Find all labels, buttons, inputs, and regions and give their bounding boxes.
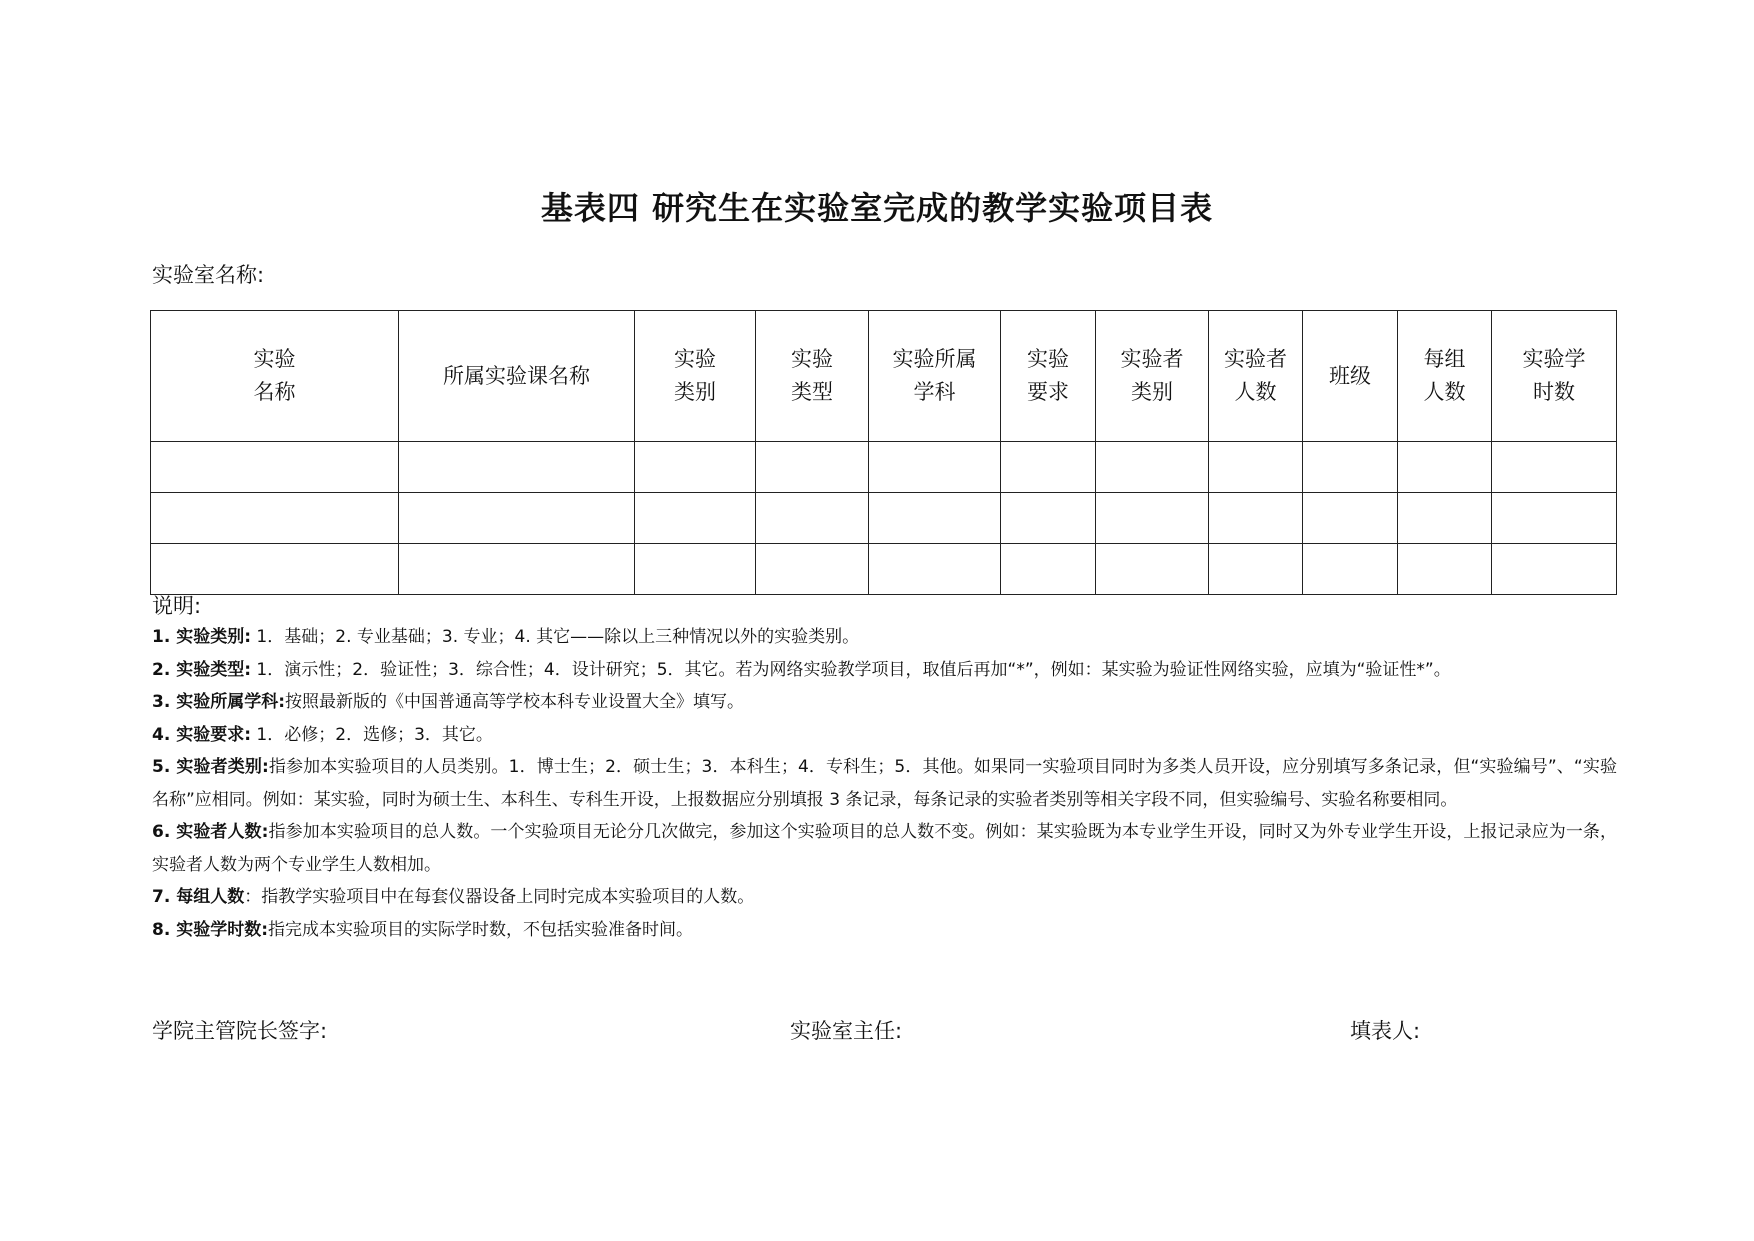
column-header-label: 所属实验课名称 xyxy=(443,363,590,388)
table-cell[interactable] xyxy=(1209,544,1303,595)
filler-signature-label: 填表人: xyxy=(1350,1019,1421,1043)
table-cell[interactable] xyxy=(1303,442,1398,493)
table-row xyxy=(151,544,1617,595)
column-header xyxy=(1096,311,1209,442)
column-header-label: 班级 xyxy=(1329,363,1371,388)
table-cell[interactable] xyxy=(635,493,756,544)
note-item xyxy=(152,621,1617,654)
table-cell[interactable] xyxy=(399,493,635,544)
notes-title: 说明: xyxy=(152,594,202,618)
page-title: 基表四 研究生在实验室完成的教学实验项目表 xyxy=(540,189,1214,227)
table-cell[interactable] xyxy=(399,544,635,595)
column-header-label: 实验者 类别 xyxy=(1120,347,1184,404)
note-item xyxy=(152,654,1617,687)
column-header xyxy=(1209,311,1303,442)
note-item xyxy=(152,881,1617,914)
column-header xyxy=(1001,311,1096,442)
table-cell[interactable] xyxy=(399,442,635,493)
table-cell[interactable] xyxy=(1001,442,1096,493)
note-term: 每组人数 xyxy=(176,887,245,907)
column-header xyxy=(151,311,399,442)
table-cell[interactable] xyxy=(1303,544,1398,595)
column-header-label: 实验 类别 xyxy=(674,347,716,404)
note-text: 1．基础；2. 专业基础；3. 专业；4. 其它——除以上三种情况以外的实验类别。 xyxy=(251,627,860,647)
table-cell[interactable] xyxy=(1209,493,1303,544)
table-row xyxy=(151,493,1617,544)
column-header xyxy=(399,311,635,442)
table-cell[interactable] xyxy=(1001,493,1096,544)
table-cell[interactable] xyxy=(756,493,869,544)
dean-signature-label: 学院主管院长签字: xyxy=(152,1019,328,1043)
column-header xyxy=(1303,311,1398,442)
note-term: 实验所属学科: xyxy=(176,692,286,712)
note-number: 7. xyxy=(152,887,177,907)
note-text: 指参加本实验项目的总人数。一个实验项目无论分几次做完，参加这个实验项目的总人数不变。例如：某实验既为本专业学生开设，同时又为外专业学生开设，上报记录应为一条，实验者人数为两个专业学生人数相加。 xyxy=(152,822,1617,875)
table-cell[interactable] xyxy=(635,442,756,493)
table-cell[interactable] xyxy=(1492,493,1617,544)
note-text: 1．演示性；2．验证性；3．综合性；4．设计研究；5．其它。若为网络实验教学项目，取值后再加“*”，例如：某实验为验证性网络实验，应填为“验证性*”。 xyxy=(251,659,1451,680)
note-term: 实验者类别: xyxy=(176,757,269,777)
table-cell[interactable] xyxy=(869,442,1001,493)
note-number: 6. xyxy=(152,822,177,842)
note-text: 指完成本实验项目的实际学时数，不包括实验准备时间。 xyxy=(268,919,694,940)
lab-name-label: 实验室名称: xyxy=(152,263,265,287)
table-cell[interactable] xyxy=(1096,493,1209,544)
table-cell[interactable] xyxy=(1096,544,1209,595)
note-item xyxy=(152,914,1617,947)
note-term: 实验类别: xyxy=(176,627,252,647)
table-cell[interactable] xyxy=(756,544,869,595)
table-cell[interactable] xyxy=(1492,544,1617,595)
note-number: 2. xyxy=(152,659,177,680)
table-cell[interactable] xyxy=(1492,442,1617,493)
note-text: ：指教学实验项目中在每套仪器设备上同时完成本实验项目的人数。 xyxy=(244,887,755,907)
column-header xyxy=(1492,311,1617,442)
column-header-label: 实验者 人数 xyxy=(1224,347,1287,404)
table-cell[interactable] xyxy=(1398,442,1492,493)
note-number: 3. xyxy=(152,692,177,712)
note-text: 1．必修；2．选修；3．其它。 xyxy=(251,724,493,745)
column-header-label: 每组 人数 xyxy=(1423,347,1466,404)
note-term: 实验要求: xyxy=(176,724,252,745)
table-cell[interactable] xyxy=(1001,544,1096,595)
director-signature-label: 实验室主任: xyxy=(790,1019,903,1043)
column-header xyxy=(635,311,756,442)
note-text: 指参加本实验项目的人员类别。1．博士生；2．硕士生；3．本科生；4．专科生；5．其他。如果同一实验项目同时为多类人员开设，应分别填写多条记录，但“实验编号”、“实验名称”应相同。例如：某实验，同时为硕士生、本科生、专科生开设，上报数据应分别填报 3 条记录，每条记录的实验者类别等相关字段不同，但实验编号、实验名称要相同。 xyxy=(152,757,1617,810)
table-cell[interactable] xyxy=(1303,493,1398,544)
note-number: 1. xyxy=(152,627,177,647)
table-cell[interactable] xyxy=(1096,442,1209,493)
note-number: 4. xyxy=(152,724,177,745)
table-cell[interactable] xyxy=(151,493,399,544)
column-header-label: 实验学 时数 xyxy=(1522,347,1586,404)
note-item xyxy=(152,751,1617,816)
table-row xyxy=(151,442,1617,493)
note-term: 实验者人数: xyxy=(176,822,269,842)
signature-row xyxy=(0,1015,1754,1045)
column-header xyxy=(756,311,869,442)
experiment-table xyxy=(150,310,1617,595)
table-cell[interactable] xyxy=(756,442,869,493)
note-term: 实验类型: xyxy=(176,659,252,680)
column-header-label: 实验 类型 xyxy=(791,347,833,404)
table-cell[interactable] xyxy=(1398,493,1492,544)
column-header-label: 实验 名称 xyxy=(253,347,296,404)
table-cell[interactable] xyxy=(151,442,399,493)
notes-section xyxy=(152,591,1617,946)
table-cell[interactable] xyxy=(151,544,399,595)
column-header-label: 实验所属 学科 xyxy=(892,347,977,404)
table-header-row xyxy=(151,311,1617,442)
note-number: 8. xyxy=(152,919,177,940)
note-item xyxy=(152,816,1617,881)
note-item xyxy=(152,686,1617,719)
column-header-label: 实验 要求 xyxy=(1027,347,1069,404)
note-text: 按照最新版的《中国普通高等学校本科专业设置大全》填写。 xyxy=(285,692,745,712)
note-item xyxy=(152,719,1617,752)
column-header xyxy=(1398,311,1492,442)
table-cell[interactable] xyxy=(869,493,1001,544)
table-cell[interactable] xyxy=(1398,544,1492,595)
table-cell[interactable] xyxy=(869,544,1001,595)
note-number: 5. xyxy=(152,757,177,777)
table-cell[interactable] xyxy=(635,544,756,595)
column-header xyxy=(869,311,1001,442)
note-term: 实验学时数: xyxy=(176,919,269,940)
table-cell[interactable] xyxy=(1209,442,1303,493)
